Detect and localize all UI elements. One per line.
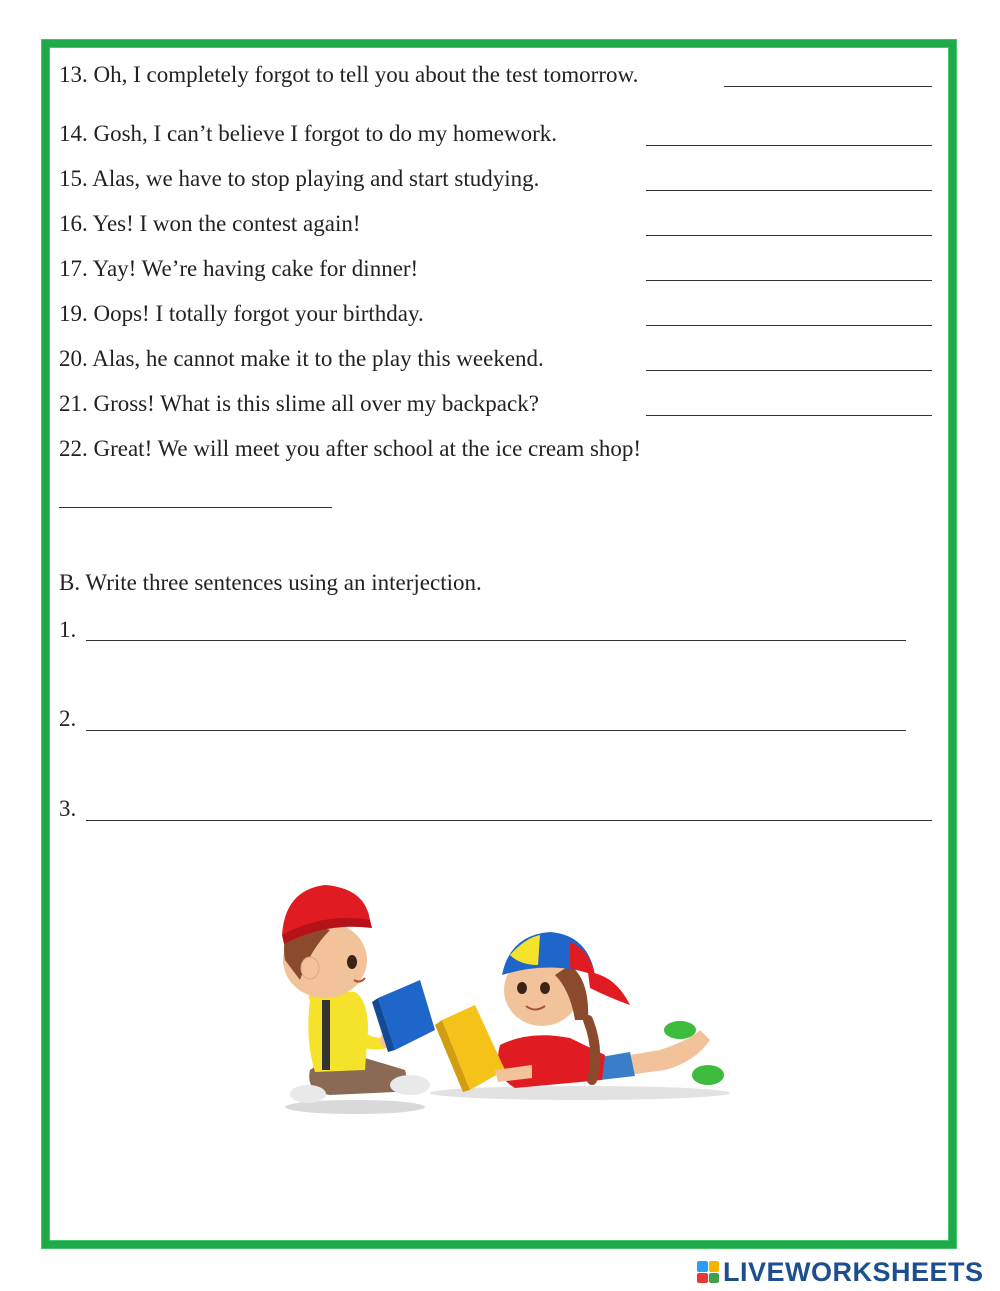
girl-shadow xyxy=(430,1086,730,1100)
answer-blank-14[interactable] xyxy=(646,145,932,146)
sentence-blank-2[interactable] xyxy=(86,730,906,731)
answer-blank-16[interactable] xyxy=(646,235,932,236)
item-14: 14. Gosh, I can’t believe I forgot to do my homework. xyxy=(59,121,558,146)
sentence-blank-1[interactable] xyxy=(86,640,906,641)
prompt-number-1: 1. xyxy=(59,617,77,642)
item-19: 19. Oops! I totally forgot your birthday. xyxy=(59,301,424,326)
answer-blank-13[interactable] xyxy=(724,86,932,87)
logo-square-green xyxy=(709,1273,720,1284)
answer-blank-17[interactable] xyxy=(646,280,932,281)
prompt-number-3: 3. xyxy=(59,796,77,821)
children-reading-illustration xyxy=(270,880,740,1120)
item-21: 21. Gross! What is this slime all over my backpack? xyxy=(59,391,539,416)
girl-figure xyxy=(435,932,724,1092)
answer-blank-22[interactable] xyxy=(59,507,332,508)
item-20: 20. Alas, he cannot make it to the play this weekend. xyxy=(59,346,544,371)
logo-text: LIVEWORKSHEETS xyxy=(723,1256,984,1287)
item-22: 22. Great! We will meet you after school at the ice cream shop! xyxy=(59,436,642,461)
answer-blank-21[interactable] xyxy=(646,415,932,416)
answer-blank-19[interactable] xyxy=(646,325,932,326)
logo-square-red xyxy=(697,1273,708,1284)
boy-figure xyxy=(282,885,435,1103)
logo-square-blue xyxy=(697,1261,708,1272)
answer-blank-15[interactable] xyxy=(646,190,932,191)
logo-squares-icon xyxy=(697,1261,719,1283)
answer-blank-20[interactable] xyxy=(646,370,932,371)
item-13: 13. Oh, I completely forgot to tell you about the test tomorrow. xyxy=(59,62,639,87)
logo-square-yellow xyxy=(709,1261,720,1272)
item-17: 17. Yay! We’re having cake for dinner! xyxy=(59,256,419,281)
item-15: 15. Alas, we have to stop playing and start studying. xyxy=(59,166,540,191)
section-b-heading: B. Write three sentences using an interjection. xyxy=(59,570,482,595)
liveworksheets-logo[interactable] xyxy=(697,1257,984,1287)
item-16: 16. Yes! I won the contest again! xyxy=(59,211,361,236)
prompt-number-2: 2. xyxy=(59,706,77,731)
sentence-blank-3[interactable] xyxy=(86,820,932,821)
